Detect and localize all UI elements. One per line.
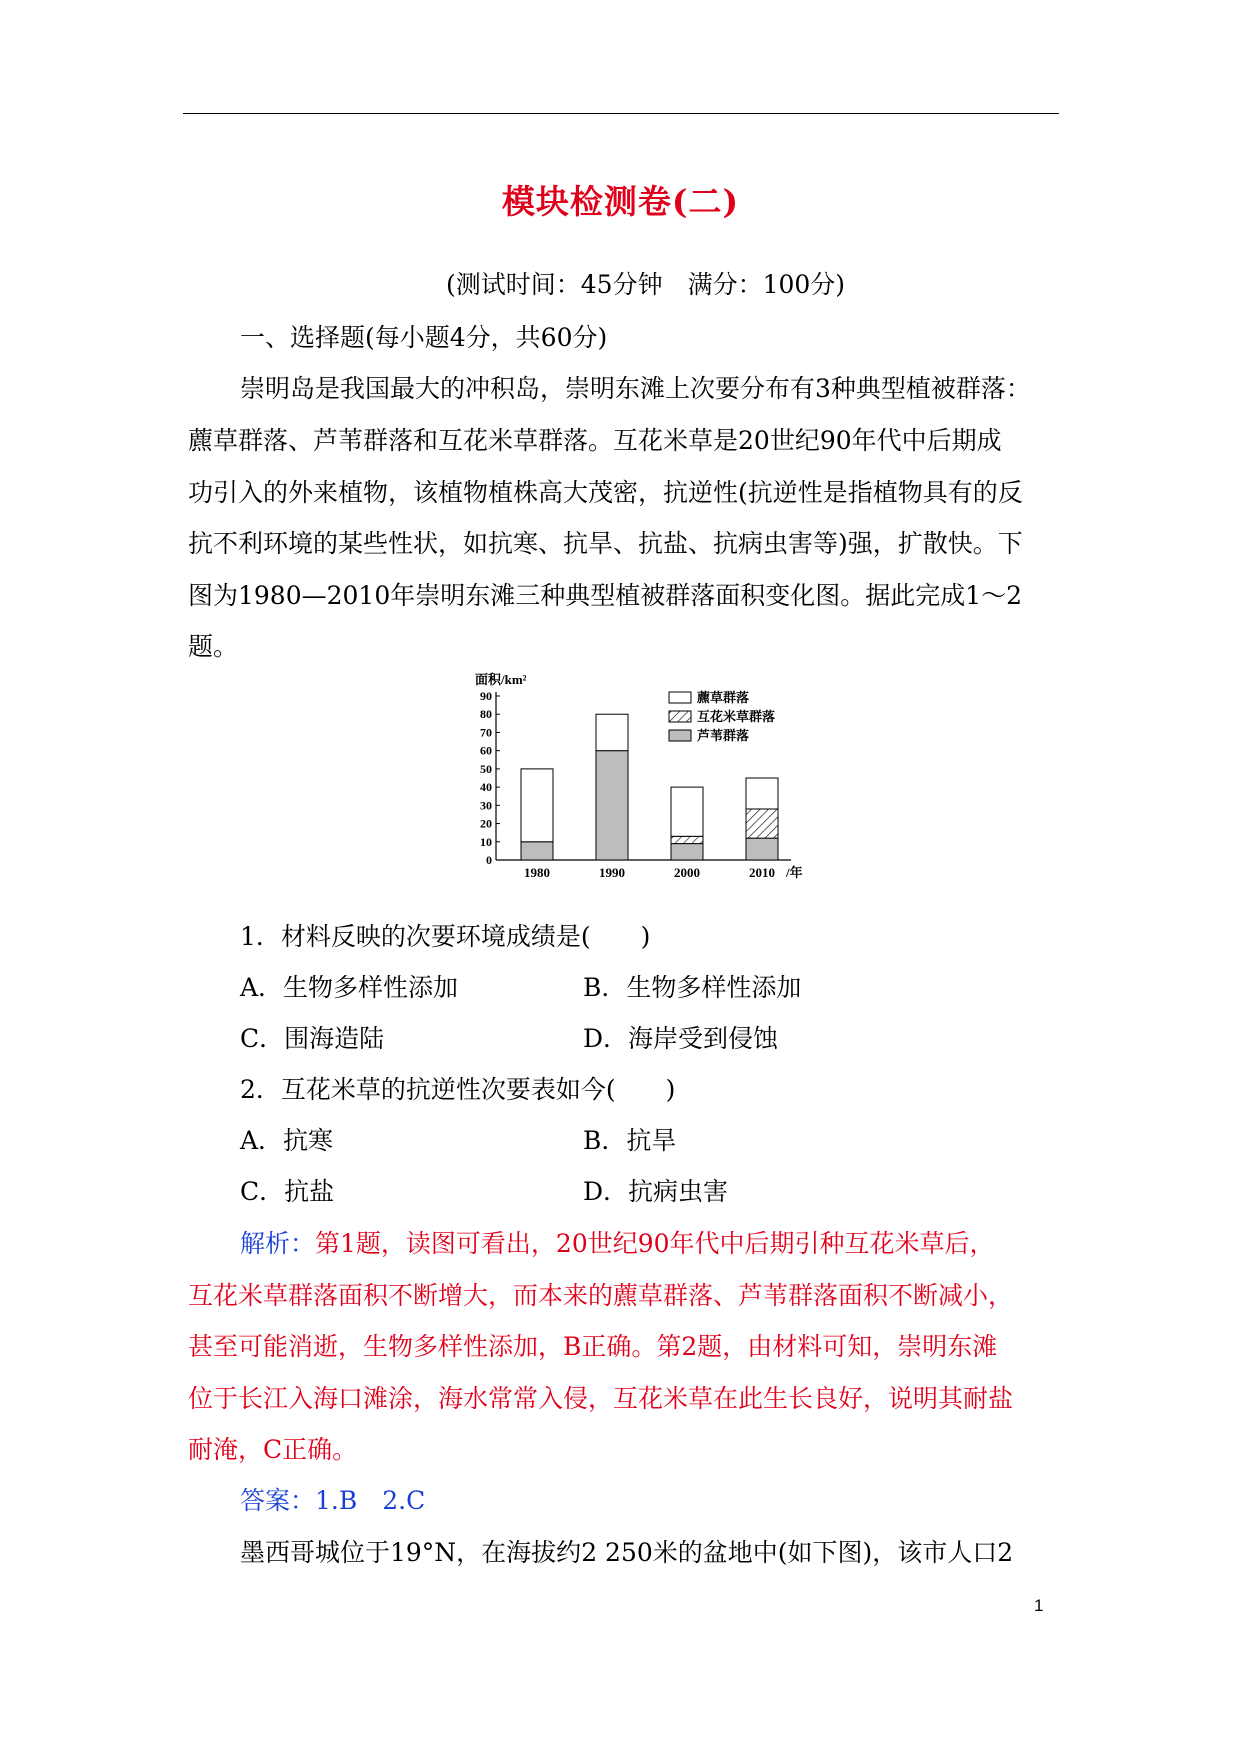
q1-option-b: B．生物多样性添加 <box>583 973 802 1002</box>
y-tick-label: 80 <box>480 707 492 722</box>
q2-option-d: D．抗病虫害 <box>583 1177 729 1206</box>
passage-line: 抗不利环境的某些性状，如抗寒、抗旱、抗盐、抗病虫害等)强，扩散快。下 <box>188 529 1023 558</box>
x-tick-label: 1980 <box>524 865 550 880</box>
y-tick-label: 40 <box>480 780 492 795</box>
x-tick-label: 1990 <box>599 865 625 880</box>
vegetation-area-chart <box>466 670 826 895</box>
bar-segment <box>671 844 703 860</box>
bar-segment <box>521 769 553 842</box>
answer-value: 1.B 2.C <box>315 1486 426 1515</box>
q1-option-d: D．海岸受到侵蚀 <box>583 1024 779 1053</box>
x-axis-label: /年 <box>786 865 803 880</box>
bar-segment <box>671 787 703 836</box>
section-heading: 一、选择题(每小题4分，共60分) <box>240 323 608 352</box>
q1-option-a: A．生物多样性添加 <box>240 973 459 1002</box>
y-tick-label: 30 <box>480 798 492 813</box>
y-tick-label: 10 <box>480 834 492 849</box>
bar-segment <box>746 838 778 860</box>
legend-label: 芦苇群落 <box>697 728 750 743</box>
analysis-line: 互花米草群落面积不断增大，而本来的藨草群落、芦苇群落面积不断减小， <box>188 1281 1014 1310</box>
legend-swatch <box>669 692 691 703</box>
bar-segment <box>521 842 553 860</box>
q2-option-c: C．抗盐 <box>240 1177 335 1206</box>
q2-option-a: A．抗寒 <box>240 1126 334 1155</box>
bar-segment <box>746 778 778 809</box>
analysis-line: 耐淹，C正确。 <box>188 1435 358 1464</box>
y-tick-label: 0 <box>486 853 492 867</box>
bar-segment <box>746 809 778 838</box>
y-tick-label: 90 <box>480 689 492 703</box>
passage-line: 功引入的外来植物，该植物植株高大茂密，抗逆性(抗逆性是指植物具有的反 <box>188 478 1023 507</box>
test-info: (测试时间：45分钟 满分：100分) <box>446 270 846 299</box>
x-tick-label: 2010 <box>749 865 775 880</box>
question-2-stem: 2．互花米草的抗逆性次要表如今( ) <box>240 1075 676 1104</box>
analysis-text: 第1题，读图可看出，20世纪90年代中后期引种互花米草后， <box>315 1229 995 1258</box>
q2-option-b: B．抗旱 <box>583 1126 677 1155</box>
page-title: 模块检测卷(二) <box>501 182 740 221</box>
passage-line: 藨草群落、芦苇群落和互花米草群落。互花米草是20世纪90年代中后期成 <box>188 426 1002 455</box>
analysis-line: 位于长江入海口滩涂，海水常常入侵，互花米草在此生长良好，说明其耐盐 <box>188 1384 1014 1413</box>
q1-option-c: C．围海造陆 <box>240 1024 385 1053</box>
passage-line: 图为1980—2010年崇明东滩三种典型植被群落面积变化图。据此完成1～2 <box>188 581 1023 610</box>
page-number: 1 <box>1034 1596 1044 1615</box>
question-1-stem: 1．材料反映的次要环境成绩是( ) <box>240 922 651 951</box>
answer-label: 答案： <box>240 1486 316 1515</box>
analysis-line: 甚至可能消逝，生物多样性添加，B正确。第2题，由材料可知，崇明东滩 <box>188 1332 998 1361</box>
y-axis-label: 面积/km² <box>475 672 527 687</box>
analysis-label: 解析： <box>240 1229 316 1258</box>
x-tick-label: 2000 <box>674 865 700 880</box>
next-passage-line: 墨西哥城位于19°N，在海拔约2 250米的盆地中(如下图)，该市人口2 <box>240 1538 1014 1567</box>
bar-segment <box>596 714 628 750</box>
bar-segment <box>596 751 628 860</box>
bar-segment <box>671 836 703 843</box>
header-rule <box>183 113 1059 114</box>
passage-line: 崇明岛是我国最大的冲积岛，崇明东滩上次要分布有3种典型植被群落： <box>240 374 1031 403</box>
y-tick-label: 60 <box>480 743 492 758</box>
legend-swatch <box>669 711 691 722</box>
y-tick-label: 50 <box>480 761 492 776</box>
passage-line: 题。 <box>188 632 239 661</box>
legend-label: 藨草群落 <box>697 690 750 705</box>
analysis-line <box>240 1229 995 1259</box>
answer-line <box>240 1486 425 1516</box>
y-tick-label: 70 <box>480 725 492 740</box>
legend-label: 互花米草群落 <box>697 709 776 724</box>
legend-swatch <box>669 730 691 741</box>
y-tick-label: 20 <box>480 816 492 831</box>
